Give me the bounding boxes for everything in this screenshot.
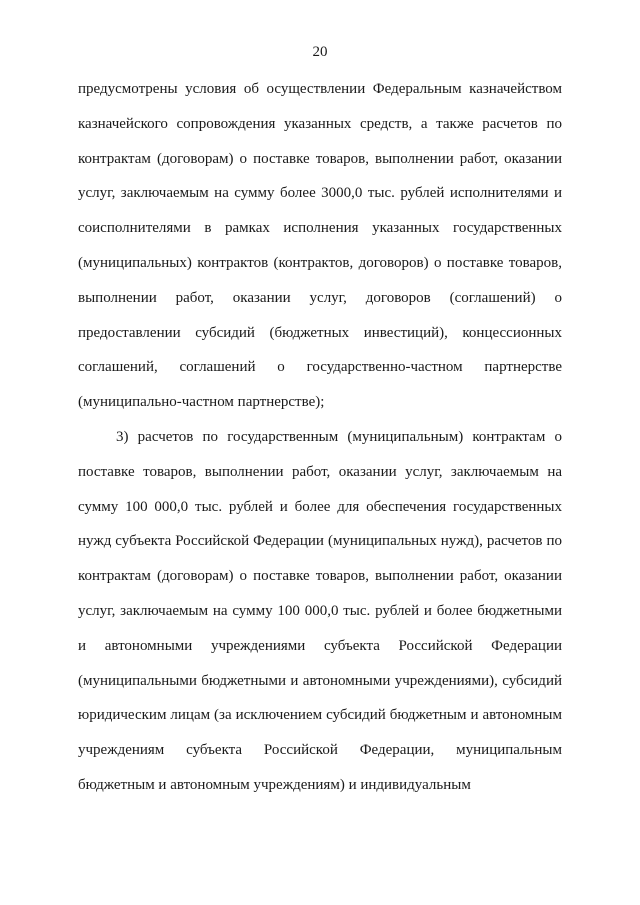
- paragraph-continued: предусмотрены условия об осуществлении Федеральным казначейством казначейского сопровождения указанных средств, а также расчетов по контрактам (договорам) о поставке товаров, выполнении работ, оказании услуг, заключаемым на сумму более 3000,0 тыс. рублей исполнителями и соисполнителями в рамках исполнения указанных государственных (муниципальных) контрактов (контрактов, договоров) о поставке товаров, выполнении работ, оказании услуг, договоров (соглашений) о предоставлении субсидий (бюджетных инвестиций), концессионных соглашений, соглашений о государственно-частном партнерстве (муниципально-частном партнерстве);: [78, 81, 562, 411]
- body-text: [78, 72, 562, 803]
- paragraph-item-3: 3) расчетов по государственным (муниципальным) контрактам о поставке товаров, выполнении работ, оказании услуг, заключаемым на сумму 100 000,0 тыс. рублей и более для обеспечения государственных нужд субъекта Российской Федерации (муниципальных нужд), расчетов по контрактам (договорам) о поставке товаров, выполнении работ, оказании услуг, заключаемым на сумму 100 000,0 тыс. рублей и более бюджетными и автономными учреждениями субъекта Российской Федерации (муниципальными бюджетными и автономными учреждениями), субсидий юридическим лицам (за исключением субсидий бюджетным и автономным учреждениям субъекта Российской Федерации, муниципальным бюджетным и автономным учреждениям) и индивидуальным: [78, 428, 562, 793]
- page-number: 20: [312, 44, 328, 60]
